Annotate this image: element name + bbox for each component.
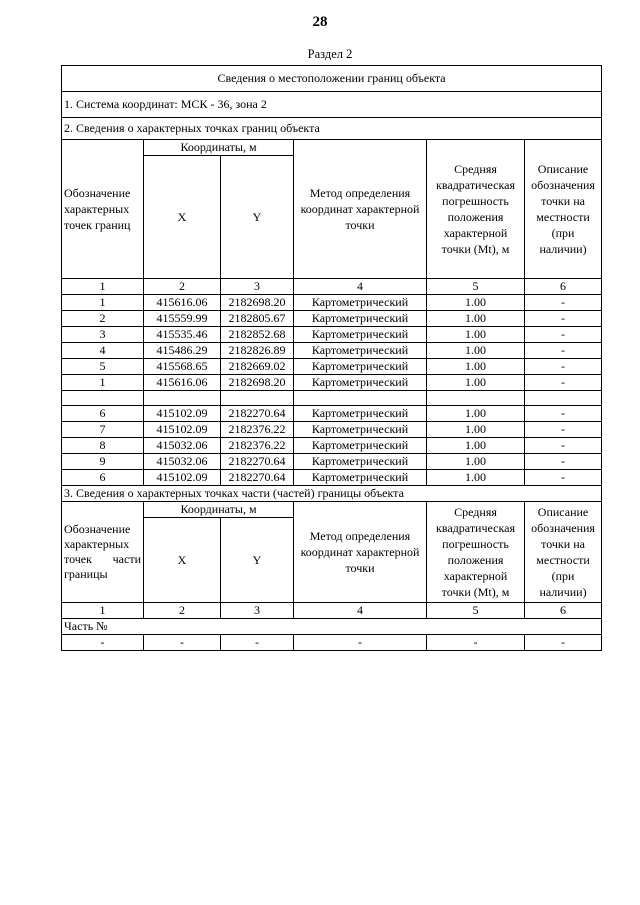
header-accuracy: Средняя квадратическая погрешность положения характерной точки (Mt), м — [427, 140, 525, 279]
table-row — [62, 470, 602, 486]
cell-point: 4 — [62, 343, 144, 359]
part-header-accuracy: Средняя квадратическая погрешность положения характерной точки (Mt), м — [427, 502, 525, 603]
cell-method: Картометрический — [294, 327, 427, 343]
cell-x: 415486.29 — [144, 343, 221, 359]
cell-x: 415616.06 — [144, 295, 221, 311]
cell-dash: - — [427, 635, 525, 651]
cell-dash: - — [294, 635, 427, 651]
cell-desc: - — [525, 422, 602, 438]
cell-point: 9 — [62, 454, 144, 470]
part-header-method: Метод определения координат характерной точки — [294, 502, 427, 603]
contour-separator-row — [62, 391, 602, 406]
table-row — [62, 438, 602, 454]
header-method: Метод определения координат характерной точки — [294, 140, 427, 279]
table-row — [62, 375, 602, 391]
cell-dash: - — [525, 635, 602, 651]
table-row — [62, 454, 602, 470]
cell-x: 415616.06 — [144, 375, 221, 391]
cell-desc: - — [525, 470, 602, 486]
cell-desc: - — [525, 327, 602, 343]
cell-dash: - — [144, 635, 221, 651]
table-row — [62, 343, 602, 359]
part-header-y: Y — [221, 518, 294, 603]
cell-mt: 1.00 — [427, 343, 525, 359]
cell-point: 5 — [62, 359, 144, 375]
cell-y: 2182376.22 — [221, 438, 294, 454]
table-row — [62, 327, 602, 343]
column-number: 4 — [294, 279, 427, 295]
points-section-title: 2. Сведения о характерных точках границ объекта — [62, 118, 602, 140]
header-y: Y — [221, 156, 294, 279]
table-row — [62, 295, 602, 311]
part-label: Часть № — [62, 619, 602, 635]
cell-mt: 1.00 — [427, 295, 525, 311]
cell-x: 415559.99 — [144, 311, 221, 327]
cell-mt: 1.00 — [427, 454, 525, 470]
cell-dash: - — [62, 635, 144, 651]
part-header-point-designation: Обозначение характерных точек части границы — [62, 502, 144, 603]
cell-x: 415032.06 — [144, 438, 221, 454]
cell-x: 415102.09 — [144, 470, 221, 486]
table-row — [62, 422, 602, 438]
cell-y: 2182826.89 — [221, 343, 294, 359]
cell-method: Картометрический — [294, 406, 427, 422]
cell-desc: - — [525, 406, 602, 422]
column-number: 2 — [144, 279, 221, 295]
column-number: 1 — [62, 279, 144, 295]
cell-point: 7 — [62, 422, 144, 438]
cell-y: 2182376.22 — [221, 422, 294, 438]
cell-point: 6 — [62, 406, 144, 422]
section-title: Раздел 2 — [307, 47, 353, 61]
cell-mt: 1.00 — [427, 375, 525, 391]
cell-x: 415032.06 — [144, 454, 221, 470]
cell-y: 2182852.68 — [221, 327, 294, 343]
column-number: 4 — [294, 603, 427, 619]
page-number: 28 — [312, 14, 328, 30]
cell-mt: 1.00 — [427, 422, 525, 438]
table-row — [62, 311, 602, 327]
cell-method: Картометрический — [294, 311, 427, 327]
coordinate-system: 1. Система координат: МСК - 36, зона 2 — [62, 92, 602, 118]
column-numbers-row — [62, 279, 602, 295]
cell-point: 1 — [62, 295, 144, 311]
cell-method: Картометрический — [294, 422, 427, 438]
cell-y: 2182270.64 — [221, 406, 294, 422]
cell-y: 2182698.20 — [221, 375, 294, 391]
cell-mt: 1.00 — [427, 406, 525, 422]
column-number: 3 — [221, 279, 294, 295]
column-number: 5 — [427, 603, 525, 619]
part-header-x: X — [144, 518, 221, 603]
cell-mt: 1.00 — [427, 311, 525, 327]
cell-x: 415102.09 — [144, 406, 221, 422]
cell-desc: - — [525, 295, 602, 311]
table-row — [62, 635, 602, 651]
cell-point: 6 — [62, 470, 144, 486]
column-number: 6 — [525, 279, 602, 295]
column-number: 2 — [144, 603, 221, 619]
header-coordinates: Координаты, м — [144, 140, 294, 156]
cell-desc: - — [525, 343, 602, 359]
column-number: 6 — [525, 603, 602, 619]
cell-method: Картометрический — [294, 359, 427, 375]
cell-point: 3 — [62, 327, 144, 343]
cell-method: Картометрический — [294, 343, 427, 359]
cell-dash: - — [221, 635, 294, 651]
cell-y: 2182270.64 — [221, 470, 294, 486]
cell-mt: 1.00 — [427, 359, 525, 375]
cell-method: Картометрический — [294, 438, 427, 454]
cell-x: 415535.46 — [144, 327, 221, 343]
table-row — [62, 406, 602, 422]
cell-point: 2 — [62, 311, 144, 327]
column-number: 5 — [427, 279, 525, 295]
cell-desc: - — [525, 359, 602, 375]
cell-desc: - — [525, 311, 602, 327]
header-x: X — [144, 156, 221, 279]
column-number: 3 — [221, 603, 294, 619]
column-number: 1 — [62, 603, 144, 619]
cell-mt: 1.00 — [427, 470, 525, 486]
cell-x: 415102.09 — [144, 422, 221, 438]
part-section-title: 3. Сведения о характерных точках части (частей) границы объекта — [62, 486, 602, 502]
cell-desc: - — [525, 438, 602, 454]
cell-method: Картометрический — [294, 295, 427, 311]
cell-mt: 1.00 — [427, 438, 525, 454]
cell-y: 2182270.64 — [221, 454, 294, 470]
header-point-designation: Обозначение характерных точек границ — [62, 140, 144, 279]
cell-y: 2182805.67 — [221, 311, 294, 327]
part-column-numbers-row — [62, 603, 602, 619]
part-header-description: Описание обозначения точки на местности (при наличии) — [525, 502, 602, 603]
cell-method: Картометрический — [294, 470, 427, 486]
table-row — [62, 359, 602, 375]
part-header-coordinates: Координаты, м — [144, 502, 294, 518]
cell-mt: 1.00 — [427, 327, 525, 343]
table-title: Сведения о местоположении границ объекта — [62, 66, 602, 92]
cell-desc: - — [525, 375, 602, 391]
cell-y: 2182698.20 — [221, 295, 294, 311]
header-description: Описание обозначения точки на местности (при наличии) — [525, 140, 602, 279]
cell-y: 2182669.02 — [221, 359, 294, 375]
cell-method: Картометрический — [294, 454, 427, 470]
cell-x: 415568.65 — [144, 359, 221, 375]
cell-point: 1 — [62, 375, 144, 391]
cell-method: Картометрический — [294, 375, 427, 391]
cell-desc: - — [525, 454, 602, 470]
boundary-table — [61, 65, 602, 651]
cell-point: 8 — [62, 438, 144, 454]
